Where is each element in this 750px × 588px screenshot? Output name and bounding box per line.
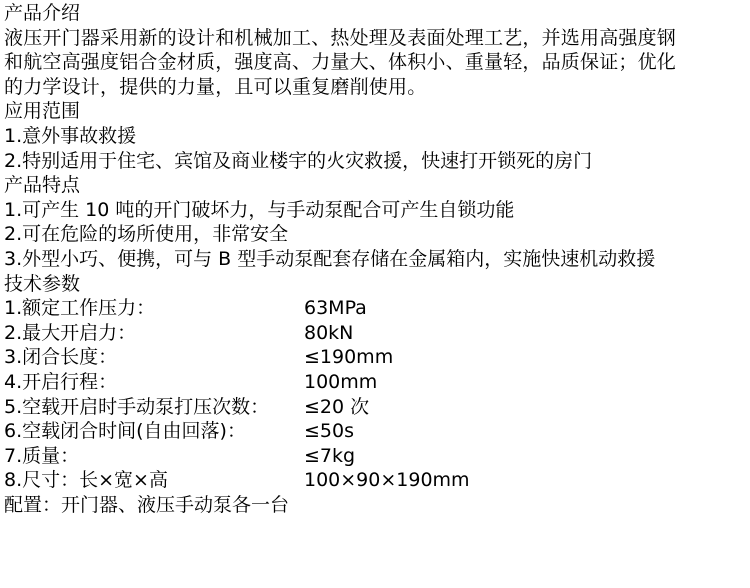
intro-line: 液压开门器采用新的设计和机械加工、热处理及表面处理工艺，并选用高强度钢 <box>4 26 677 49</box>
spec-label: 1.额定工作压力： <box>4 297 156 320</box>
intro-line: 的力学设计，提供的力量，且可以重复磨削使用。 <box>4 75 427 98</box>
spec-label: 8.尺寸：长×宽×高 <box>4 469 168 492</box>
spec-row <box>4 419 748 444</box>
spec-label: 7.质量： <box>4 444 80 467</box>
spec-value: 100mm <box>304 370 378 393</box>
intro-heading: 产品介绍 <box>4 2 81 24</box>
spec-value: ≤7kg <box>304 444 356 467</box>
spec-value: ≤50s <box>304 420 354 443</box>
spec-label: 6.空载闭合时间(自由回落)： <box>4 420 246 443</box>
spec-row <box>4 345 748 370</box>
spec-row <box>4 395 748 420</box>
features-heading: 产品特点 <box>4 174 81 197</box>
spec-value: 63MPa <box>304 297 367 320</box>
spec-label: 3.闭合长度： <box>4 346 118 369</box>
scope-item: 1.意外事故救援 <box>4 124 137 147</box>
feature-item: 3.外型小巧、便携，可与 B 型手动泵配套存储在金属箱内，实施快速机动救援 <box>4 247 656 270</box>
spec-row <box>4 444 748 469</box>
spec-row <box>4 321 748 346</box>
spec-label: 4.开启行程： <box>4 370 118 393</box>
product-document <box>4 1 748 517</box>
intro-paragraph <box>4 26 748 100</box>
spec-row <box>4 296 748 321</box>
feature-item: 2.可在危险的场所使用，非常安全 <box>4 223 289 246</box>
spec-value: 100×90×190mm <box>304 469 470 492</box>
intro-line: 和航空高强度铝合金材质，强度高、力量大、体积小、重量轻，品质保证；优化 <box>4 51 677 74</box>
spec-label: 2.最大开启力： <box>4 321 137 344</box>
spec-label: 5.空载开启时手动泵打压次数： <box>4 395 270 418</box>
feature-item: 1.可产生 10 吨的开门破坏力，与手动泵配合可产生自锁功能 <box>4 198 515 221</box>
scope-item: 2.特别适用于住宅、宾馆及商业楼宇的火灾救援，快速打开锁死的房门 <box>4 149 593 172</box>
spec-row <box>4 468 748 493</box>
config-line: 配置：开门器、液压手动泵各一台 <box>4 493 290 516</box>
spec-row <box>4 370 748 395</box>
spec-value: 80kN <box>304 321 354 344</box>
scope-heading: 应用范围 <box>4 100 81 123</box>
spec-value: ≤190mm <box>304 346 394 369</box>
spec-value: ≤20 次 <box>304 395 370 418</box>
specs-heading: 技术参数 <box>4 272 81 295</box>
